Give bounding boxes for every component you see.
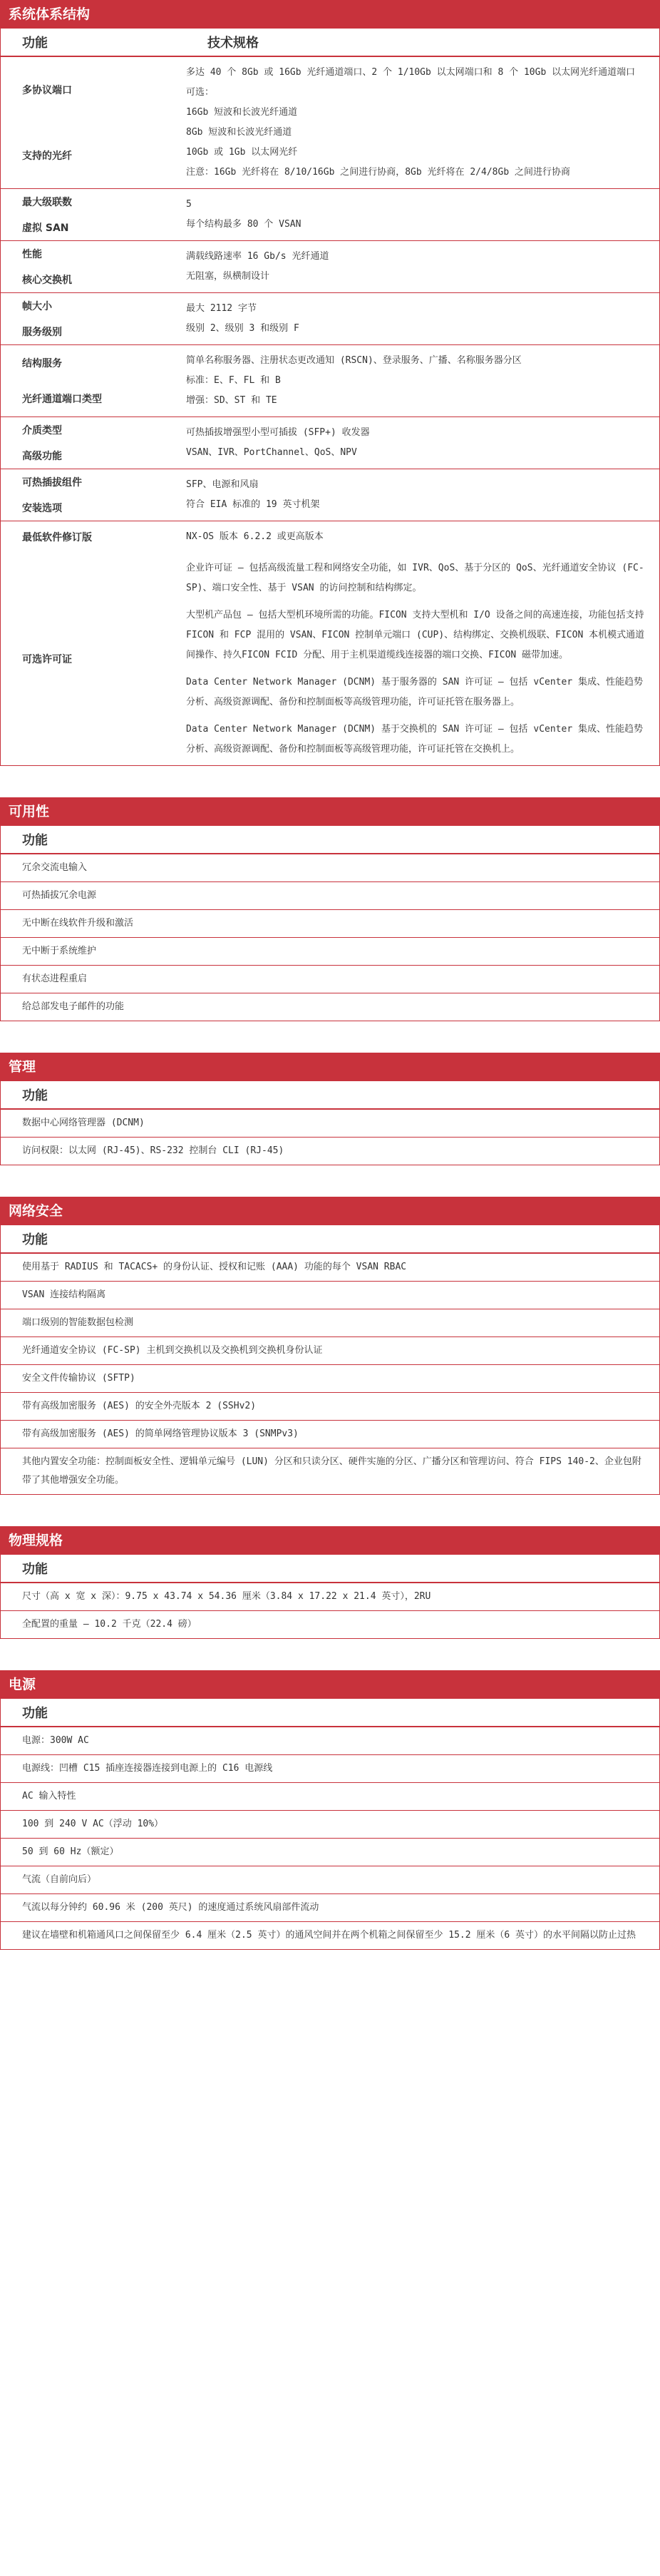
label-text: 介质类型 — [22, 425, 62, 436]
value-line: 最大 2112 字节 — [186, 303, 257, 314]
label-text: 高级功能 — [22, 451, 62, 462]
value-line: 多达 40 个 8Gb 或 16Gb 光纤通道端口、2 个 1/10Gb 以太网端口和 8 个 10Gb 以太网光纤通道端口 — [186, 67, 636, 78]
table-row — [1, 189, 659, 241]
value-line: 可热插拔增强型小型可插拔 (SFP+) 收发器 — [186, 427, 370, 438]
value-line: 可选： — [186, 87, 215, 98]
table-header — [1, 1555, 659, 1583]
row-label — [1, 521, 172, 553]
label-text: 性能 — [22, 249, 42, 260]
value-line: 每个结构最多 80 个 VSAN — [186, 219, 301, 230]
section-availability — [0, 797, 660, 1021]
row-label — [1, 469, 172, 521]
value-line: 满载线路速率 16 Gb/s 光纤通道 — [186, 251, 329, 262]
row-value — [172, 469, 659, 521]
list-item: 气流以每分钟约 60.96 米 (200 英尺) 的速度通过系统风扇部件流动 — [1, 1894, 659, 1922]
label-text: 结构服务 — [22, 358, 62, 369]
list-item: 电源线：凹槽 C15 插座连接器连接到电源上的 C16 电源线 — [1, 1755, 659, 1783]
table-row — [1, 345, 659, 417]
section-title: 管理 — [0, 1053, 660, 1081]
label-text: 可热插拔组件 — [22, 477, 82, 489]
value-line: 10Gb 或 1Gb 以太网光纤 — [186, 147, 298, 158]
row-value — [172, 293, 659, 344]
list-item: 建议在墙壁和机箱通风口之间保留至少 6.4 厘米（2.5 英寸）的通风空间并在两个机箱之间保留至少 15.2 厘米（6 英寸）的水平间隔以防止过热 — [22, 1930, 636, 1941]
table-row — [1, 293, 659, 345]
list-item: 气流（自前向后） — [1, 1866, 659, 1894]
table-header — [1, 29, 659, 57]
list-item: 电源：300W AC — [1, 1727, 659, 1755]
header-function: 功能 — [22, 1232, 48, 1247]
list-item: AC 输入特性 — [1, 1783, 659, 1811]
list-item: 光纤通道安全协议 (FC-SP) 主机到交换机以及交换机到交换机身份认证 — [1, 1337, 659, 1365]
list-item: 无中断在线软件升级和激活 — [1, 910, 659, 938]
feature-table — [0, 826, 660, 1021]
value-line: SFP、电源和风扇 — [186, 479, 259, 490]
value-line: 级别 2、级别 3 和级别 F — [186, 323, 299, 334]
table-header — [1, 826, 659, 854]
header-function: 功能 — [22, 833, 48, 848]
label-text: 支持的光纤 — [22, 150, 72, 162]
table-row — [1, 241, 659, 293]
list-item: 冗余交流电输入 — [1, 854, 659, 882]
list-item: 100 到 240 V AC（浮动 10%） — [1, 1811, 659, 1839]
row-label — [1, 417, 172, 469]
value-line: 16Gb 短波和长波光纤通道 — [186, 107, 298, 118]
label-text: 核心交换机 — [22, 275, 72, 286]
header-spec: 技术规格 — [207, 36, 259, 51]
header-function: 功能 — [22, 1088, 48, 1103]
header-function: 功能 — [22, 1706, 48, 1721]
section-title: 系统体系结构 — [0, 0, 660, 29]
row-value — [172, 57, 659, 188]
value-line: 标准：E、F、FL 和 B — [186, 375, 281, 386]
list-item: 端口级别的智能数据包检测 — [1, 1309, 659, 1337]
row-value — [172, 345, 659, 416]
list-item: 其他内置安全功能：控制面板安全性、逻辑单元编号 (LUN) 分区和只读分区、硬件实施的分区、广播分区和管理访问、符合 FIPS 140-2、企业包附带了其他增强安全功能。 — [22, 1456, 641, 1486]
value-line: VSAN、IVR、PortChannel、QoS、NPV — [186, 447, 357, 458]
section-management — [0, 1053, 660, 1165]
row-label — [1, 293, 172, 344]
list-item: 有状态进程重启 — [1, 966, 659, 993]
row-label — [1, 189, 172, 240]
list-item: 可热插拔冗余电源 — [1, 882, 659, 910]
license-paragraph: Data Center Network Manager (DCNM) 基于交换机的 SAN 许可证 — 包括 vCenter 集成、性能趋势分析、高级资源调配、备份和控制面板等高级管理功能，许可证托管在交换机上。 — [186, 724, 643, 755]
table-row — [1, 553, 659, 765]
label-text: 服务级别 — [22, 327, 62, 338]
table-row — [1, 57, 659, 189]
value-line: 增强：SD、ST 和 TE — [186, 395, 277, 406]
spec-table — [0, 29, 660, 766]
table-header — [1, 1081, 659, 1110]
label-text: 帧大小 — [22, 301, 52, 312]
list-item: 50 到 60 Hz（额定） — [1, 1839, 659, 1866]
list-item: 全配置的重量 — 10.2 千克（22.4 磅） — [22, 1619, 197, 1630]
list-item: 访问权限：以太网 (RJ-45)、RS-232 控制台 CLI (RJ-45) — [22, 1145, 284, 1156]
license-paragraph: 大型机产品包 — 包括大型机环境所需的功能。FICON 支持大型机和 I/O 设备之间的高速连接，功能包括支持 FICON 和 FCP 混用的 VSAN、FICON 控制单元端口 (CUP)、结构绑定、交换机级联、FICON 本机模式通道间操作、持久FICON FCID 分配、用于主机渠道缆线连接器的端口交换、FICON 磁带加速。 — [186, 610, 645, 660]
list-item: 安全文件传输协议 (SFTP) — [1, 1365, 659, 1393]
section-network-security — [0, 1197, 660, 1495]
feature-table — [0, 1081, 660, 1165]
row-value — [172, 189, 659, 240]
value-line: NX-OS 版本 6.2.2 或更高版本 — [186, 531, 324, 542]
header-function: 功能 — [22, 36, 48, 51]
row-value — [172, 417, 659, 469]
label-text: 最大级联数 — [22, 197, 72, 208]
list-item: VSAN 连接结构隔离 — [1, 1282, 659, 1309]
section-title: 物理规格 — [0, 1526, 660, 1555]
value-line: 注意：16Gb 光纤将在 8/10/16Gb 之间进行协商，8Gb 光纤将在 2/4/8Gb 之间进行协商 — [186, 167, 570, 178]
table-header — [1, 1699, 659, 1727]
value-line: 8Gb 短波和长波光纤通道 — [186, 127, 292, 138]
label-text: 安装选项 — [22, 503, 62, 514]
list-item: 无中断于系统维护 — [1, 938, 659, 966]
table-row — [1, 469, 659, 521]
list-item: 尺寸（高 x 宽 x 深）：9.75 x 43.74 x 54.36 厘米（3.84 x 17.22 x 21.4 英寸），2RU — [1, 1583, 659, 1611]
value-line: 符合 EIA 标准的 19 英寸机架 — [186, 499, 320, 510]
section-title: 电源 — [0, 1670, 660, 1699]
label-text: 虚拟 SAN — [22, 223, 69, 234]
list-item: 带有高级加密服务 (AES) 的简单网络管理协议版本 3 (SNMPv3) — [1, 1421, 659, 1448]
list-item: 使用基于 RADIUS 和 TACACS+ 的身份认证、授权和记账 (AAA) 功能的每个 VSAN RBAC — [1, 1254, 659, 1282]
section-title: 可用性 — [0, 797, 660, 826]
value-line: 简单名称服务器、注册状态更改通知 (RSCN)、登录服务、广播、名称服务器分区 — [186, 355, 522, 366]
section-system-architecture — [0, 0, 660, 766]
section-power — [0, 1670, 660, 1950]
header-function: 功能 — [22, 1562, 48, 1577]
row-label — [1, 57, 172, 188]
list-item: 带有高级加密服务 (AES) 的安全外壳版本 2 (SSHv2) — [1, 1393, 659, 1421]
section-physical-specs — [0, 1526, 660, 1639]
list-item: 数据中心网络管理器 (DCNM) — [1, 1110, 659, 1138]
list-item: 给总部发电子邮件的功能 — [22, 1001, 125, 1012]
license-paragraph: Data Center Network Manager (DCNM) 基于服务器的 SAN 许可证 — 包括 vCenter 集成、性能趋势分析、高级资源调配、备份和控制面板等高级管理功能，许可证托管在服务器上。 — [186, 677, 643, 707]
value-line: 5 — [186, 199, 192, 210]
feature-table — [0, 1225, 660, 1495]
label-text: 光纤通道端口类型 — [22, 394, 102, 405]
row-label: 可选许可证 — [22, 654, 72, 665]
row-value — [172, 241, 659, 292]
label-text: 多协议端口 — [22, 85, 72, 96]
label-text: 最低软件修订版 — [22, 532, 92, 543]
section-title: 网络安全 — [0, 1197, 660, 1225]
feature-table — [0, 1555, 660, 1639]
table-header — [1, 1225, 659, 1254]
row-value — [172, 553, 659, 765]
feature-table — [0, 1699, 660, 1950]
table-row — [1, 521, 659, 553]
row-value — [172, 521, 659, 553]
license-paragraph: 企业许可证 — 包括高级流量工程和网络安全功能，如 IVR、QoS、基于分区的 QoS、光纤通道安全协议 (FC-SP)、端口安全性、基于 VSAN 的访问控制和结构绑定。 — [186, 563, 644, 593]
table-row — [1, 417, 659, 469]
row-label — [1, 241, 172, 292]
value-line: 无阻塞，纵横制设计 — [186, 271, 270, 282]
row-label — [1, 345, 172, 416]
